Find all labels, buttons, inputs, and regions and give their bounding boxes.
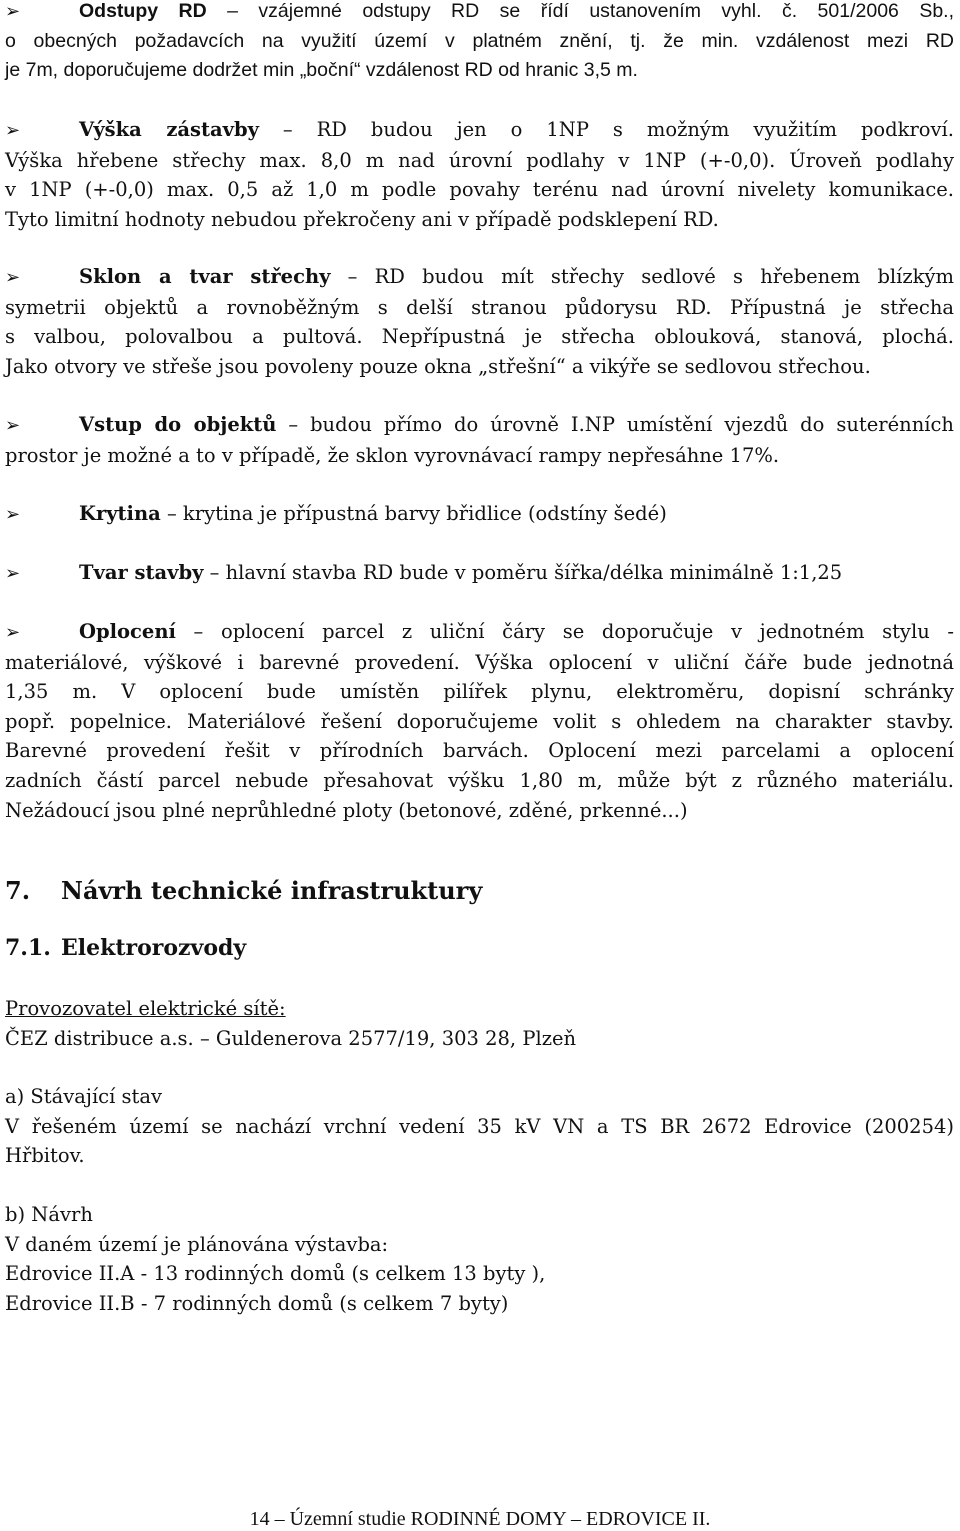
current-state-block: a) Stávající stav V řešeném území se nachází vrchní vedení 35 kV VN a TS BR 2672 Edrovice (200254) Hřbitov. [5, 1082, 954, 1171]
bullet-term: Výška zástavby [79, 118, 259, 141]
provider-value: ČEZ distribuce a.s. – Guldenerova 2577/19, 303 28, Plzeň [5, 1026, 577, 1050]
proposal-heading: b) Návrh [5, 1203, 93, 1226]
section-heading-7-1: 7.1. Elektrorozvody [5, 935, 247, 961]
provider-block [5, 994, 954, 1053]
bullet-oploceni: ➢ Oplocení – oplocení parcel z uliční čáry se doporučuje v jednotném stylu - materiálové, výškové i barevné provedení. Výška oplocení v uliční čáře bude jednotná 1,35 m. V oplocení bude umístěn pilířek plynu, elektroměru, dopisní schránky popř. popelnice. Materiálové řešení doporučujeme volit s ohledem na charakter stavby. Barevné provedení řešit v přírodních barvách. Oplocení mezi parcelami a oplocení zadních částí parcel nebude přesahovat výšku 1,80 m, může být z různého materiálu. Nežádoucí jsou plné neprůhledné ploty (betonové, zděné, prkenné...) [5, 620, 954, 822]
bullet-vyska-zastavby: ➢ Výška zástavby – RD budou jen o 1NP s možným využitím podkroví. Výška hřebene střechy max. 8,0 m nad úrovní podlahy v 1NP (+-0,0). Úroveň podlahy v 1NP (+-0,0) max. 0,5 až 1,0 m podle povahy terénu nad úrovní nivelety komunikace. Tyto limitní hodnoty nebudou překročeny ani v případě podsklepení RD. [5, 118, 954, 231]
arrow-bullet-icon: ➢ [5, 120, 21, 141]
bullet-sklon-strechy: ➢ Sklon a tvar střechy – RD budou mít střechy sedlové s hřebenem blízkým symetrii objektů a rovnoběžným s delší stranou půdorysu RD. Přípustná je střecha s valbou, polovalbou a pultová. Nepřípustná je střecha oblouková, stanová, plochá. Jako otvory ve střeše jsou povoleny pouze okna „střešní“ a vikýře se sedlovou střechou. [5, 265, 954, 378]
arrow-bullet-icon: ➢ [5, 415, 21, 436]
arrow-bullet-icon: ➢ [5, 504, 21, 525]
bullet-term: Sklon a tvar střechy [79, 265, 331, 288]
bullet-term: Krytina [79, 502, 161, 525]
arrow-bullet-icon: ➢ [5, 1, 21, 22]
arrow-bullet-icon: ➢ [5, 267, 21, 288]
bullet-term: Oplocení [79, 620, 176, 643]
section-heading-7: 7. Návrh technické infrastruktury [5, 876, 483, 905]
bullet-vstup: ➢ Vstup do objektů – budou přímo do úrovně I.NP umístění vjezdů do suterénních prostor je možné a to v případě, že sklon vyrovnávací rampy nepřesáhne 17%. [5, 413, 954, 467]
arrow-bullet-icon: ➢ [5, 563, 21, 584]
page-footer: 14 – Územní studie RODINNÉ DOMY – EDROVICE II. [249, 1508, 711, 1530]
bullet-term: Vstup do objektů [79, 413, 277, 436]
bullet-term: Tvar stavby [79, 561, 204, 584]
bullet-term: Odstupy RD [79, 0, 207, 22]
bullet-krytina: ➢ Krytina – krytina je přípustná barvy břidlice (odstíny šedé) [5, 499, 954, 530]
provider-label: Provozovatel elektrické sítě: [5, 997, 286, 1020]
bullet-odstupy: ➢ Odstupy RD – vzájemné odstupy RD se řídí ustanovením vyhl. č. 501/2006 Sb., o obecných požadavcích na využití území v platném znění, tj. že min. vzdálenost mezi RD je 7m, doporučujeme dodržet min „boční“ vzdálenost RD od hranic 3,5 m. [5, 0, 954, 86]
arrow-bullet-icon: ➢ [5, 622, 21, 643]
current-state-heading: a) Stávající stav [5, 1085, 163, 1108]
proposal-block: b) Návrh V daném území je plánována výstavba: Edrovice II.A - 13 rodinných domů (s celkem 13 byty ), Edrovice II.B - 7 rodinných domů (s celkem 7 byty) [5, 1200, 954, 1318]
bullet-tvar-stavby: ➢ Tvar stavby – hlavní stavba RD bude v poměru šířka/délka minimálně 1:1,25 [5, 558, 954, 589]
